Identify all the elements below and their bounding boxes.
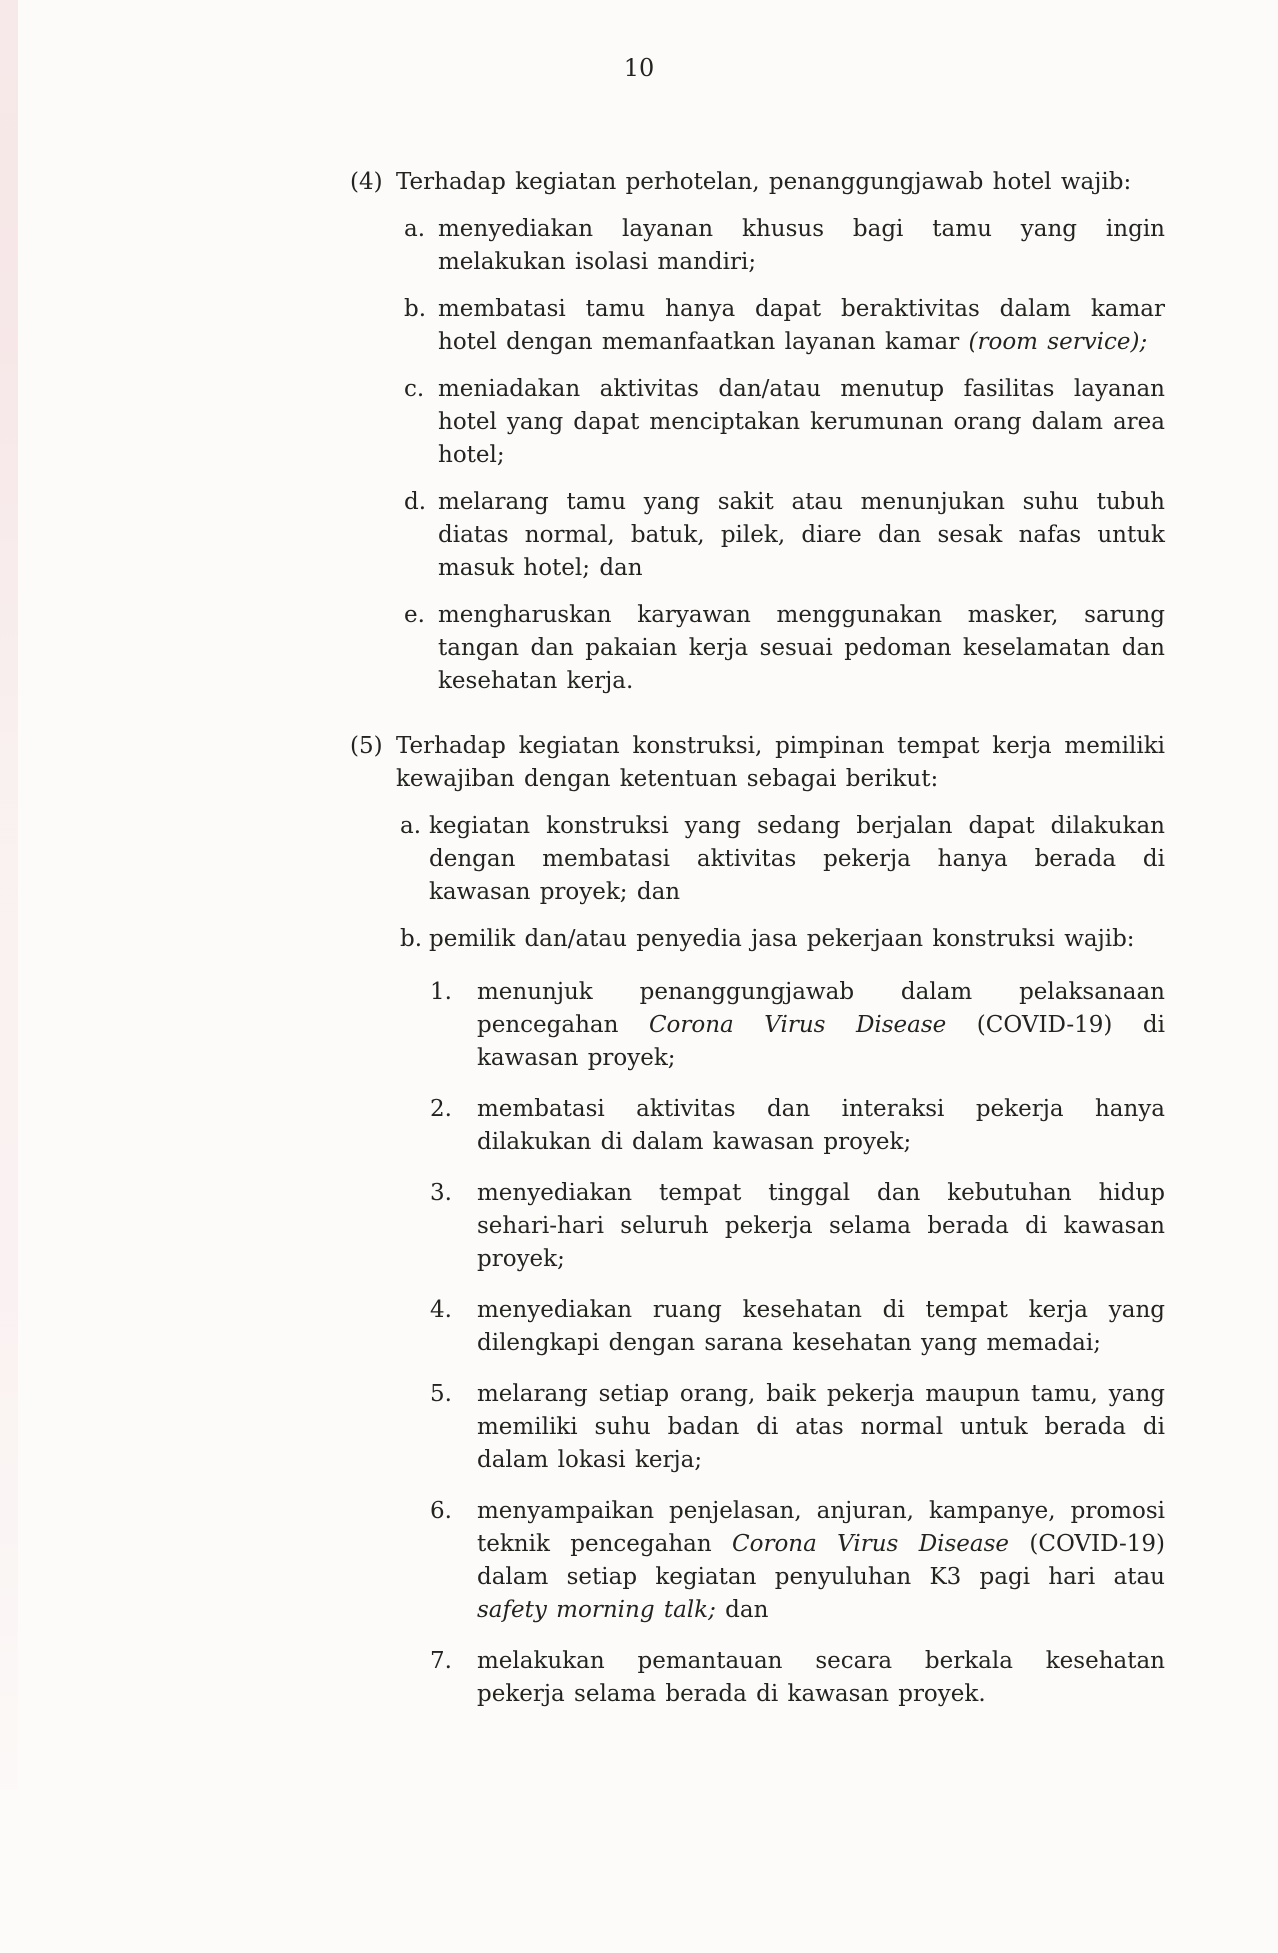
list-item: [404, 599, 1165, 698]
letter-list: [350, 213, 1165, 698]
list-item: [404, 373, 1165, 472]
text-segment: membatasi tamu hanya dapat beraktivitas dalam kamar hotel dengan memanfaatkan layanan kamar: [438, 296, 1165, 355]
text-segment: pemilik dan/atau penyedia jasa pekerjaan konstruksi wajib:: [429, 926, 1135, 952]
sub-list-item: [430, 1093, 1165, 1159]
text-segment: melarang setiap orang, baik pekerja maupun tamu, yang memiliki suhu badan di atas normal untuk berada di dalam lokasi kerja;: [477, 1381, 1165, 1473]
text-segment: mengharuskan karyawan menggunakan masker, sarung tangan dan pakaian kerja sesuai pedoman keselamatan dan kesehatan kerja.: [438, 602, 1165, 694]
text-segment: melakukan pemantauan secara berkala kesehatan pekerja selama berada di kawasan proyek.: [477, 1648, 1165, 1707]
text-segment: melarang tamu yang sakit atau menunjukan suhu tubuh diatas normal, batuk, pilek, diare dan sesak nafas untuk masuk hotel; dan: [438, 489, 1165, 581]
page-number: 10: [623, 54, 655, 82]
list-item: [404, 293, 1165, 359]
text-segment: membatasi aktivitas dan interaksi pekerja hanya dilakukan di dalam kawasan proyek;: [477, 1096, 1165, 1155]
sub-list-item: [430, 1645, 1165, 1711]
item-marker: b.: [404, 296, 427, 322]
item-marker: a.: [404, 216, 426, 242]
italic-text-segment: Corona Virus Disease: [648, 1012, 947, 1038]
sub-list-item: [430, 1495, 1165, 1627]
italic-text-segment: Corona Virus Disease: [732, 1531, 1010, 1557]
text-segment: Terhadap kegiatan perhotelan, penanggungjawab hotel wajib:: [396, 169, 1132, 195]
item-marker: 3.: [430, 1180, 452, 1206]
italic-text-segment: safety morning talk;: [477, 1597, 716, 1623]
text-segment: meniadakan aktivitas dan/atau menutup fasilitas layanan hotel yang dapat menciptakan kerumunan orang dalam area hotel;: [438, 376, 1165, 468]
item-marker: 6.: [430, 1498, 452, 1524]
letter-list: [350, 810, 1165, 1711]
item-marker: 1.: [430, 979, 452, 1005]
text-segment: menyediakan tempat tinggal dan kebutuhan hidup sehari-hari seluruh pekerja selama berada di kawasan proyek;: [477, 1180, 1165, 1272]
item-marker: 7.: [430, 1648, 452, 1674]
list-item: [400, 923, 1165, 956]
numbered-section: [350, 730, 1165, 1711]
text-segment: (COVID-19) dalam setiap kegiatan penyuluhan K3 pagi hari atau: [477, 1531, 1165, 1590]
numbered-sub-list: [350, 976, 1165, 1711]
item-marker: a.: [400, 813, 422, 839]
item-marker: b.: [400, 926, 423, 952]
text-segment: Terhadap kegiatan konstruksi, pimpinan tempat kerja memiliki kewajiban dengan ketentuan sebagai berikut:: [396, 733, 1165, 792]
section-intro: [350, 166, 1165, 199]
item-marker: c.: [404, 376, 425, 402]
item-marker: 5.: [430, 1381, 452, 1407]
section-intro: [350, 730, 1165, 796]
item-marker: d.: [404, 489, 427, 515]
item-marker: 2.: [430, 1096, 452, 1122]
text-segment: menyampaikan penjelasan, anjuran, kampanye, promosi teknik pencegahan: [477, 1498, 1165, 1557]
item-marker: 4.: [430, 1297, 452, 1323]
text-segment: (COVID-19) di kawasan proyek;: [477, 1012, 1165, 1071]
text-segment: kegiatan konstruksi yang sedang berjalan dapat dilakukan dengan membatasi aktivitas pekerja hanya berada di kawasan proyek; dan: [429, 813, 1165, 905]
sub-list-item: [430, 1177, 1165, 1276]
text-segment: dan: [715, 1597, 769, 1623]
sub-list-item: [430, 1294, 1165, 1360]
text-segment: menunjuk penanggungjawab dalam pelaksanaan pencegahan: [477, 979, 1165, 1038]
item-marker: (5): [350, 733, 383, 759]
list-item: [404, 213, 1165, 279]
scan-edge-artifact: [0, 0, 18, 1790]
sub-list-item: [430, 1378, 1165, 1477]
italic-text-segment: (room service);: [968, 329, 1148, 355]
document-body: [350, 166, 1165, 1711]
text-segment: menyediakan layanan khusus bagi tamu yang ingin melakukan isolasi mandiri;: [438, 216, 1165, 275]
list-item: [400, 810, 1165, 909]
text-segment: menyediakan ruang kesehatan di tempat kerja yang dilengkapi dengan sarana kesehatan yang memadai;: [477, 1297, 1165, 1356]
item-marker: (4): [350, 169, 383, 195]
item-marker: e.: [404, 602, 425, 628]
numbered-section: [350, 166, 1165, 698]
sub-list-item: [430, 976, 1165, 1075]
list-item: [404, 486, 1165, 585]
